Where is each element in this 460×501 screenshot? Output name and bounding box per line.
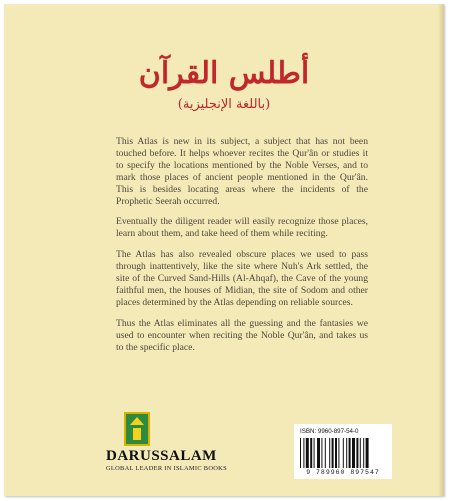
paragraph: Thus the Atlas eliminates all the guessing and the fantasies we used to encounter when reciting the Noble Qur'ân, and takes us to the specific place. — [116, 317, 368, 353]
publisher-name: DARUSSALAM — [106, 448, 217, 464]
arabic-title: أطلس القرآن — [138, 56, 310, 91]
book-back-cover — [4, 4, 444, 496]
isbn-text: ISBN: 9960-897-54-0 — [300, 428, 359, 435]
paragraph: This Atlas is new in its subject, a subject that has not been touched before. It helps whoever recites the Qur'ân or studies it to specify the locations mentioned by the Noble Verses, and to mark those places of ancient people mentioned in the Qur'ân. This is besides locating areas where the incidents of the Prophetic Seerah occurred. — [116, 136, 368, 207]
darussalam-logo-icon — [124, 412, 150, 446]
barcode-number: 9 789960 897547 — [306, 469, 380, 476]
paragraph: Eventually the diligent reader will easily recognize those places, learn about them, and take heed of them while reciting. — [116, 216, 368, 240]
barcode-label — [294, 424, 392, 479]
barcode-icon — [300, 438, 386, 468]
publisher-tagline: GLOBAL LEADER IN ISLAMIC BOOKS — [106, 465, 227, 472]
paragraph: The Atlas has also revealed obscure places we used to pass through inattentively, like the site where Nuh's Ark settled, the site of the Curved Sand-Hills (Al-Ahqaf), the Cave of the young faithful men, the houses of Midian, the site of Sodom and other places determined by the Atlas depending on reliable sources. — [116, 249, 368, 308]
description-text — [116, 136, 368, 363]
arabic-subtitle: (باللغة الإنجليزية) — [177, 97, 271, 112]
